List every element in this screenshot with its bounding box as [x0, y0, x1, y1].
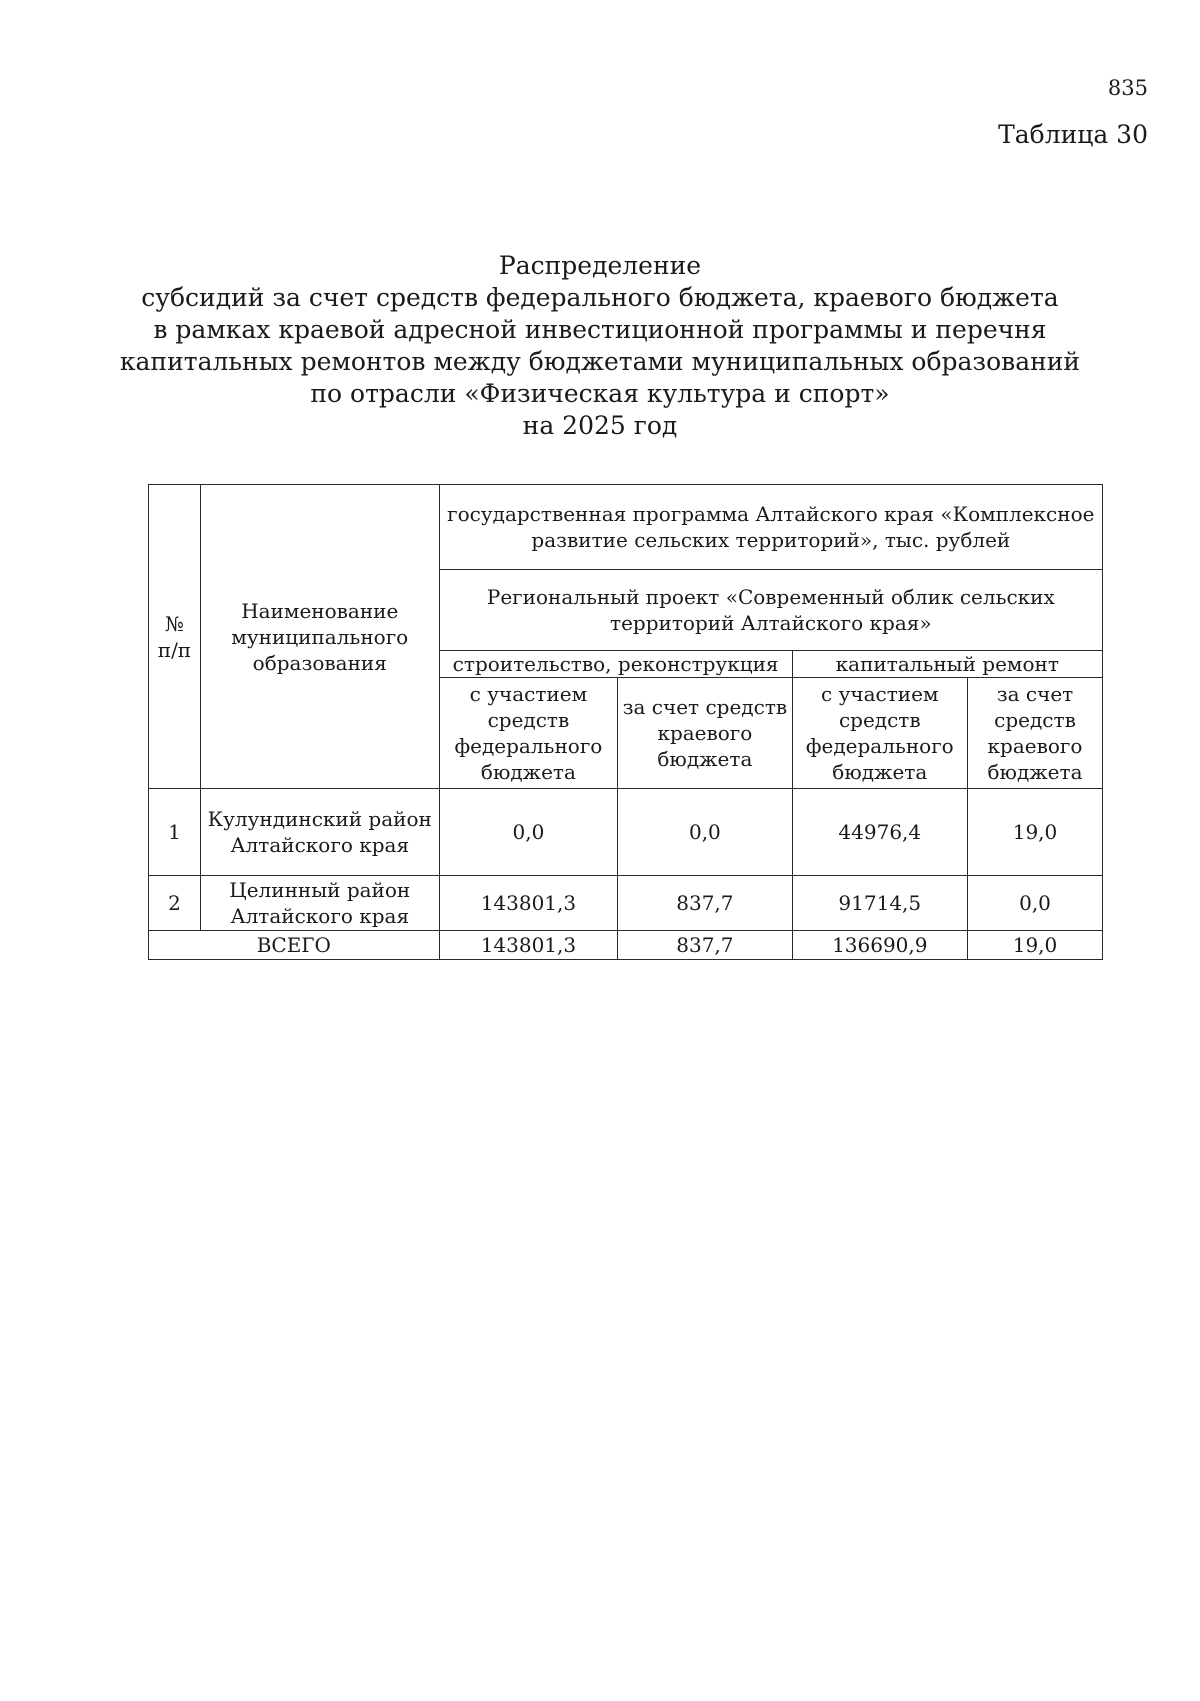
- total-construction-regional: 837,7: [618, 931, 792, 960]
- row-municipality: Кулундинский район Алтайского края: [200, 789, 439, 876]
- total-repair-regional: 19,0: [968, 931, 1103, 960]
- row-repair-federal: 91714,5: [792, 876, 967, 931]
- header-capital-repair: капитальный ремонт: [792, 651, 1102, 678]
- title-line: в рамках краевой адресной инвестиционной программы и перечня: [153, 315, 1047, 344]
- total-repair-federal: 136690,9: [792, 931, 967, 960]
- row-repair-regional: 0,0: [968, 876, 1103, 931]
- row-repair-regional: 19,0: [968, 789, 1103, 876]
- row-repair-federal: 44976,4: [792, 789, 967, 876]
- title-line: капитальных ремонтов между бюджетами муниципальных образований: [119, 347, 1081, 376]
- table-label: Таблица 30: [998, 120, 1148, 149]
- row-construction-federal: 0,0: [439, 789, 618, 876]
- header-repair-federal: с участием средств федерального бюджета: [792, 678, 967, 789]
- distribution-table: [148, 484, 1103, 960]
- total-construction-federal: 143801,3: [439, 931, 618, 960]
- row-number: 2: [149, 876, 201, 931]
- row-construction-regional: 0,0: [618, 789, 792, 876]
- header-construction-federal: с участием средств федерального бюджета: [439, 678, 618, 789]
- title-line: Распределение: [498, 251, 702, 280]
- header-number: № п/п: [149, 485, 201, 789]
- title-line: субсидий за счет средств федерального бюджета, краевого бюджета: [141, 283, 1059, 312]
- header-state-program: государственная программа Алтайского края «Комплексное развитие сельских территорий», тыс. рублей: [439, 485, 1102, 570]
- total-row: [149, 931, 1103, 960]
- row-number: 1: [149, 789, 201, 876]
- header-regional-project: Региональный проект «Современный облик сельских территорий Алтайского края»: [439, 570, 1102, 651]
- table-row: [149, 789, 1103, 876]
- row-construction-federal: 143801,3: [439, 876, 618, 931]
- total-label: ВСЕГО: [149, 931, 440, 960]
- row-municipality: Целинный район Алтайского края: [200, 876, 439, 931]
- title-line: по отрасли «Физическая культура и спорт»: [310, 379, 890, 408]
- header-municipality: Наименование муниципального образования: [200, 485, 439, 789]
- page-number: 835: [1107, 76, 1148, 100]
- header-repair-regional: за счет средств краевого бюджета: [968, 678, 1103, 789]
- title-line: на 2025 год: [522, 411, 678, 440]
- header-construction: строительство, реконструкция: [439, 651, 792, 678]
- document-title: [0, 250, 1200, 442]
- table-row: [149, 876, 1103, 931]
- header-construction-regional: за счет средств краевого бюджета: [618, 678, 792, 789]
- row-construction-regional: 837,7: [618, 876, 792, 931]
